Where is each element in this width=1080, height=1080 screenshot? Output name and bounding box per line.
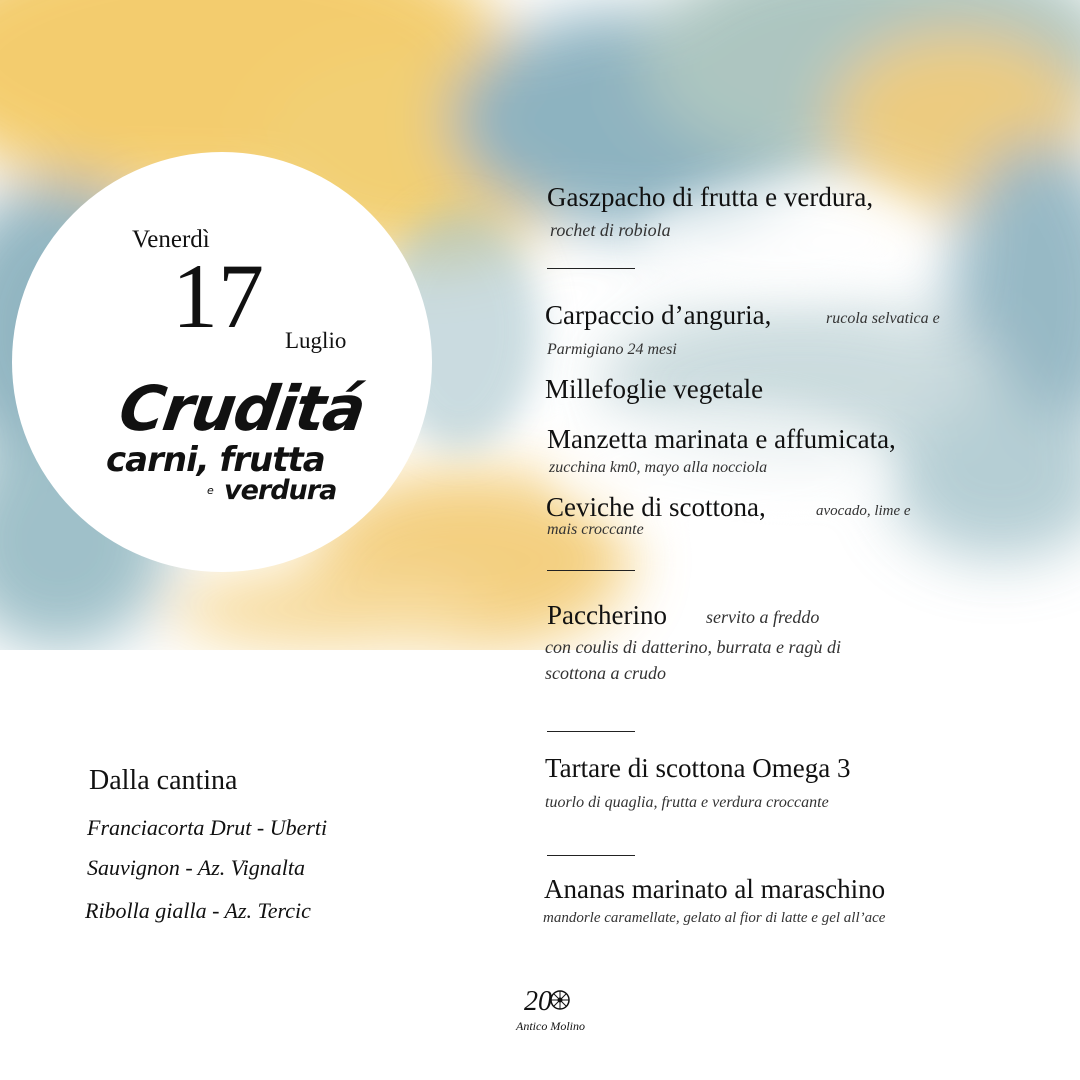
menu-item-name: Ceviche di scottona,	[546, 492, 766, 522]
menu-item-desc-inline: rucola selvatica e	[826, 310, 940, 327]
menu-item-name: Tartare di scottona Omega 3	[545, 753, 851, 783]
antico-molino-logo	[514, 980, 586, 1036]
mill-wheel-icon	[514, 980, 586, 1036]
wine-item: Sauvignon - Az. Vignalta	[87, 855, 305, 880]
menu-divider	[547, 855, 635, 856]
menu-item-name: Millefoglie vegetale	[545, 374, 764, 404]
event-subtitle: carni, frutta	[106, 440, 325, 480]
menu-item-desc: tuorlo di quaglia, frutta e verdura croccante	[545, 794, 829, 811]
menu-item-desc: zucchina km0, mayo alla nocciola	[549, 459, 768, 476]
date-badge-circle	[12, 152, 432, 572]
event-subtitle-end: verdura	[224, 475, 337, 506]
menu-item-name: Paccherino	[547, 600, 667, 630]
menu-item-desc-inline: servito a freddo	[706, 607, 820, 627]
cantina-heading: Dalla cantina	[89, 765, 238, 796]
menu-item-desc: con coulis di datterino, burrata e ragù di	[545, 637, 841, 657]
menu-item-name: Gaszpacho di frutta e verdura,	[547, 182, 874, 212]
event-title: Cruditá	[114, 372, 369, 445]
menu-item-name: Manzetta marinata e affumicata,	[547, 424, 896, 454]
event-subtitle-conjunction: e	[207, 484, 214, 497]
menu-item-desc-inline: avocado, lime e	[816, 503, 911, 519]
menu-item-desc-continued: scottona a crudo	[545, 663, 666, 683]
event-month: Luglio	[285, 328, 347, 353]
menu-item-name: Carpaccio d’anguria,	[545, 300, 772, 330]
menu-item-desc: Parmigiano 24 mesi	[547, 341, 677, 358]
event-date-number: 17	[172, 245, 264, 347]
event-day: Venerdì	[132, 226, 210, 253]
logo-name: Antico Molino	[516, 1019, 585, 1033]
wine-item: Franciacorta Drut - Uberti	[87, 815, 328, 840]
wine-item: Ribolla gialla - Az. Tercic	[85, 898, 311, 923]
menu-item-desc: rochet di robiola	[550, 220, 671, 240]
menu-divider	[547, 570, 635, 571]
menu-item-name: Ananas marinato al maraschino	[544, 874, 886, 904]
logo-numeral: 20	[524, 986, 552, 1017]
menu-divider	[547, 268, 635, 269]
menu-item-desc: mais croccante	[547, 521, 644, 538]
menu-item-desc: mandorle caramellate, gelato al fior di latte e gel all’ace	[543, 910, 886, 926]
menu-divider	[547, 731, 635, 732]
